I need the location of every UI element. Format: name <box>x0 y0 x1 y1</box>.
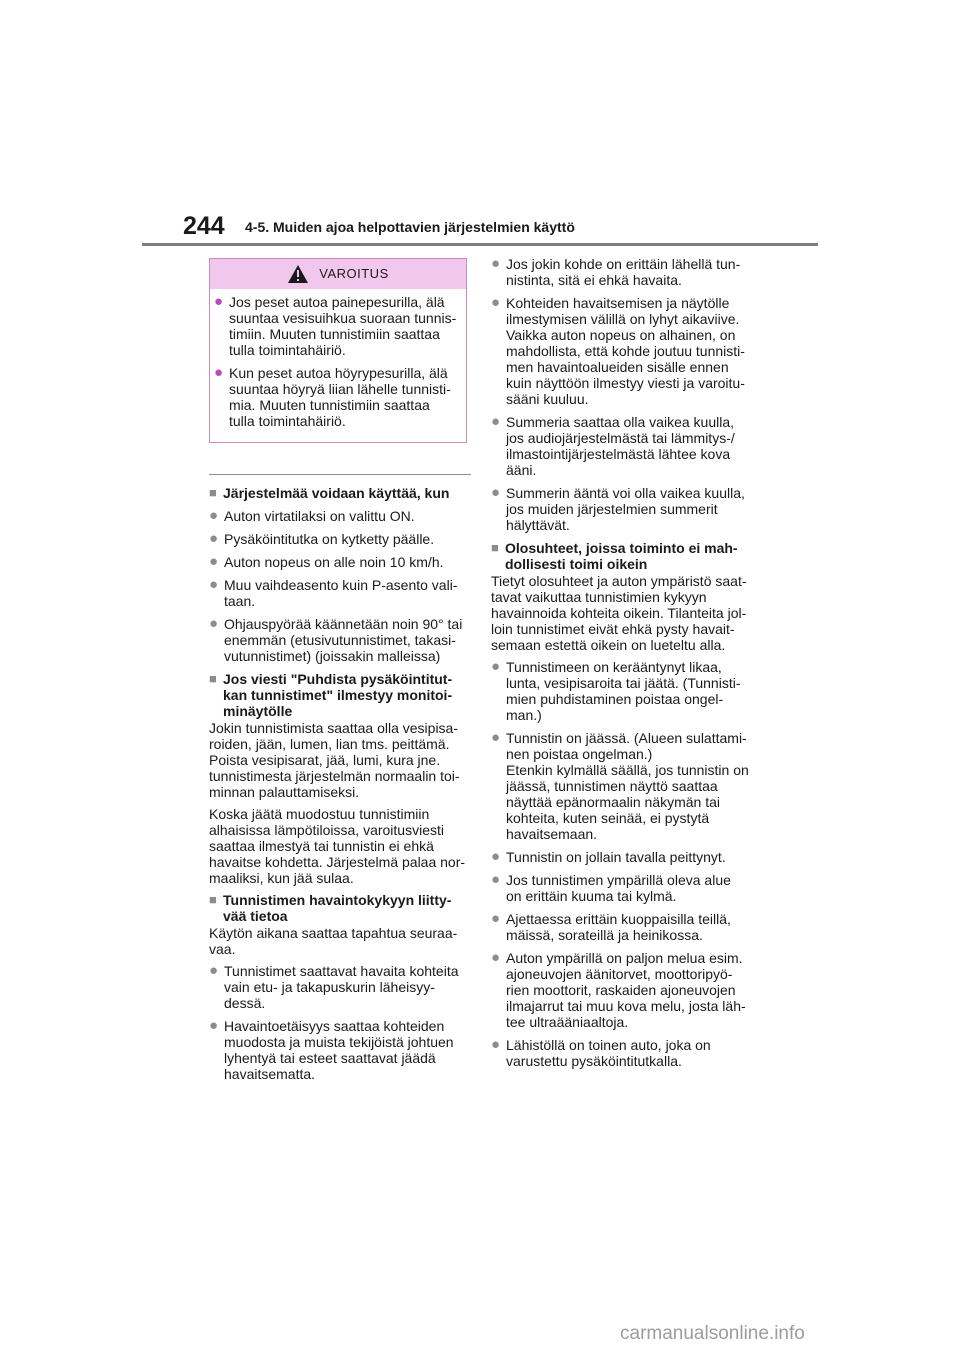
bullet-icon: ● <box>491 294 501 311</box>
conditions-heading <box>491 540 753 572</box>
square-bullet-icon: ■ <box>491 540 499 555</box>
watermark: carmanualsonline.info <box>620 1323 805 1344</box>
bullet-icon: ● <box>209 962 219 979</box>
bullet-icon: ● <box>491 484 501 501</box>
list-item-text: Ohjauspyörää käännetään noin 90° tai enemmän (etusivutunnistimet, takasi- vutunnistimet) (joissakin malleissa) <box>224 616 463 664</box>
warning-item-text: Kun peset autoa höyrypesurilla, älä suuntaa höyryä liian lähelle tunnisti- mia. Muuten tunnistimiin saattaa tulla toimintahäiriö. <box>229 365 451 429</box>
left-column <box>209 258 471 1089</box>
list-item <box>209 616 471 664</box>
detection-heading-text: Tunnistimen havaintokykyyn liitty- vää tietoa <box>223 892 452 924</box>
bullet-icon: ● <box>214 293 224 310</box>
list-item-text: Jos jokin kohde on erittäin lähellä tun- nistinta, sitä ei ehkä havaita. <box>506 256 741 288</box>
list-item <box>491 1037 753 1069</box>
list-item-text: Ajettaessa erittäin kuoppaisilla teillä, mäissä, sorateillä ja heinikossa. <box>506 911 731 943</box>
list-item <box>491 730 753 842</box>
right-column <box>491 256 753 1076</box>
bullet-icon: ● <box>214 364 224 381</box>
clean-message-heading <box>209 671 471 719</box>
warning-item-text: Jos peset autoa painepesurilla, älä suuntaa vesisuihkua suoraan tunnis- timiin. Muuten tunnistimiin saattaa tulla toimintahäiriö. <box>229 294 457 358</box>
header-rule <box>142 243 818 246</box>
bullet-icon: ● <box>491 910 501 927</box>
list-item <box>491 485 753 533</box>
bullet-icon: ● <box>491 729 501 746</box>
warning-box <box>209 258 467 443</box>
square-bullet-icon: ■ <box>209 671 217 686</box>
list-item <box>209 508 471 524</box>
section-title: 4-5. Muiden ajoa helpottavien järjestelmien käyttö <box>245 219 575 235</box>
list-item-text: Tunnistimeen on kerääntynyt likaa, lunta, vesipisaroita tai jäätä. (Tunnisti- mien puhdistaminen poistaa ongel- man.) <box>506 659 741 723</box>
list-item <box>209 1018 471 1082</box>
list-item-text: Auton ympärillä on paljon melua esim. ajoneuvojen äänitorvet, moottoripyö- rien moottorit, raskaiden ajoneuvojen ilmajarrut tai muu kova melu, josta läh- tee ultraääniaaltoja. <box>506 950 746 1030</box>
section-separator <box>209 474 471 475</box>
list-item <box>491 911 753 943</box>
list-item <box>491 950 753 1030</box>
list-item-text: Kohteiden havaitsemisen ja näytölle ilmestymisen välillä on lyhyt aikaviive. Vaikka auton nopeus on alhainen, on mahdollista, että kohde joutuu tunnisti- men havaintoalueiden sisälle ennen kuin näyttöön ilmestyy viesti ja varoitu- sääni kuuluu. <box>506 295 745 407</box>
conditions-para: Tietyt olosuhteet ja auton ympäristö saat- tavat vaikuttaa tunnistimien kykyyn havainnoida kohteita oikein. Tilanteita jol- loin tunnistimet eivät ehkä pysty havait- semaan estettä oikein on lueteltu alla. <box>491 573 747 653</box>
bullet-icon: ● <box>209 507 219 524</box>
warning-triangle-icon <box>287 264 309 284</box>
square-bullet-icon: ■ <box>209 892 217 907</box>
list-item <box>209 531 471 547</box>
list-item-text: Auton virtatilaksi on valittu ON. <box>224 508 415 524</box>
bullet-icon: ● <box>491 255 501 272</box>
bullet-icon: ● <box>209 1017 219 1034</box>
detection-para: Käytön aikana saattaa tapahtua seuraa- vaa. <box>209 925 458 957</box>
warning-item <box>214 365 462 429</box>
detection-heading <box>209 892 471 924</box>
bullet-icon: ● <box>209 576 219 593</box>
bullet-icon: ● <box>491 658 501 675</box>
usable-heading-text: Järjestelmää voidaan käyttää, kun <box>223 485 450 501</box>
list-item-text: Tunnistimet saattavat havaita kohteita vain etu- ja takapuskurin läheisyy- dessä. <box>224 963 459 1011</box>
list-item <box>209 577 471 609</box>
list-item-text: Pysäköintitutka on kytketty päälle. <box>224 531 435 547</box>
list-item <box>491 872 753 904</box>
usable-heading <box>209 485 471 501</box>
clean-message-para-1: Jokin tunnistimista saattaa olla vesipisa- roiden, jään, lumen, lian tms. peittämä. Poista vesipisarat, jää, lumi, kura jne. tunnistimesta järjestelmän normaalin toi- minnan palauttamiseksi. <box>209 720 460 800</box>
list-item-text: Tunnistin on jollain tavalla peittynyt. <box>506 849 726 865</box>
bullet-icon: ● <box>491 848 501 865</box>
clean-message-heading-text: Jos viesti "Puhdista pysäköintitut- kan tunnistimet" ilmestyy monitoi- minäytölle <box>223 671 453 719</box>
list-item <box>491 414 753 478</box>
bullet-icon: ● <box>209 615 219 632</box>
bullet-icon: ● <box>491 1036 501 1053</box>
list-item <box>491 256 753 288</box>
square-bullet-icon: ■ <box>209 485 217 500</box>
bullet-icon: ● <box>209 530 219 547</box>
list-item <box>491 849 753 865</box>
list-item <box>209 963 471 1011</box>
list-item <box>491 659 753 723</box>
list-item-text: Tunnistin on jäässä. (Alueen sulattami- nen poistaa ongelman.) Etenkin kylmällä säällä, jos tunnistin on jäässä, tunnistimen näyttö saattaa näyttää epänormaalin näkymän tai kohteita, kuten seinää, ei pystytä havaitsemaan. <box>506 730 749 842</box>
bullet-icon: ● <box>491 413 501 430</box>
bullet-icon: ● <box>491 871 501 888</box>
warning-title: VAROITUS <box>319 266 389 281</box>
warning-body <box>210 289 466 429</box>
warning-header <box>210 259 466 289</box>
list-item-text: Summerin ääntä voi olla vaikea kuulla, jos muiden järjestelmien summerit hälyttävät. <box>506 485 745 533</box>
list-item-text: Havaintoetäisyys saattaa kohteiden muodosta ja muista tekijöistä johtuen lyhentyä tai esteet saattavat jäädä havaitsematta. <box>224 1018 454 1082</box>
bullet-icon: ● <box>209 553 219 570</box>
bullet-icon: ● <box>491 949 501 966</box>
page-number: 244 <box>183 212 225 240</box>
list-item-text: Auton nopeus on alle noin 10 km/h. <box>224 554 444 570</box>
list-item <box>491 295 753 407</box>
list-item-text: Lähistöllä on toinen auto, joka on varustettu pysäköintitutkalla. <box>506 1037 711 1069</box>
list-item-text: Jos tunnistimen ympärillä oleva alue on erittäin kuuma tai kylmä. <box>506 872 731 904</box>
list-item-text: Muu vaihdeasento kuin P-asento vali- taan. <box>224 577 458 609</box>
list-item <box>209 554 471 570</box>
conditions-heading-text: Olosuhteet, joissa toiminto ei mah- dollisesti toimi oikein <box>505 540 738 572</box>
clean-message-para-2: Koska jäätä muodostuu tunnistimiin alhaisissa lämpötiloissa, varoitusviesti saattaa ilmestyä tai tunnistin ei ehkä havaitse kohdetta. Järjestelmä palaa nor- maaliksi, kun jää sulaa. <box>209 806 466 886</box>
list-item-text: Summeria saattaa olla vaikea kuulla, jos audiojärjestelmästä tai lämmitys-/ ilmastointijärjestelmästä lähtee kova ääni. <box>506 414 735 478</box>
warning-item <box>214 294 462 358</box>
